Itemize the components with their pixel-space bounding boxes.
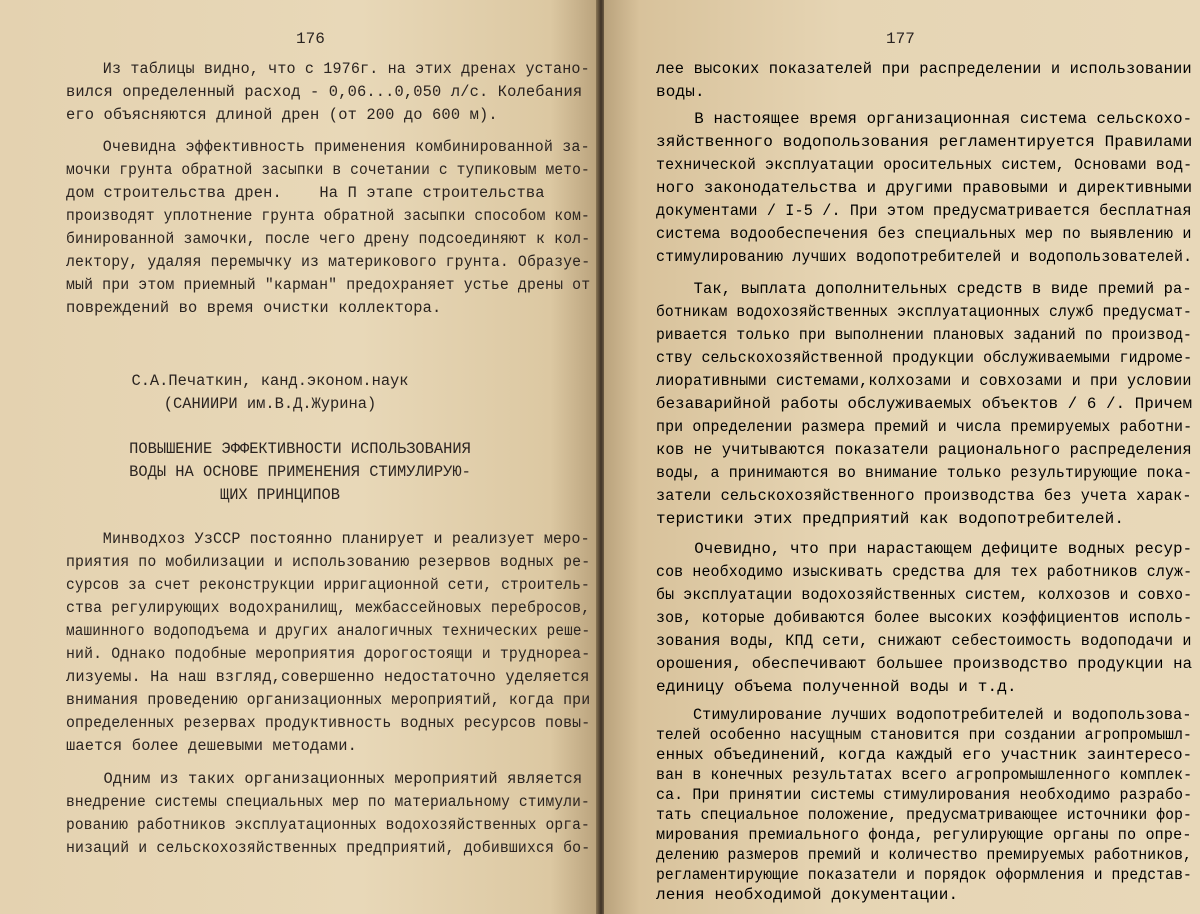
text-line: Одним из таких организационных мероприятий является bbox=[66, 770, 583, 788]
text-line: внедрение системы специальных мер по материальному стимули- bbox=[66, 793, 590, 811]
text-line: ривается только при выполнении плановых заданий по производ- bbox=[656, 326, 1192, 344]
text-line: регламентирующие показатели и порядок оформления и представ- bbox=[656, 866, 1192, 884]
text-line: определенных резервах продуктивность водных ресурсов повы- bbox=[66, 714, 591, 732]
text-line: Очевидна эффективность применения комбинированной за- bbox=[66, 138, 590, 156]
text-line: мирования премиального фонда, регулирующие органы по опре- bbox=[656, 826, 1192, 844]
page-number-right: 177 bbox=[886, 30, 915, 48]
text-line: ству сельскохозяйственной продукции обслуживаемыми гидроме- bbox=[656, 349, 1193, 367]
page-number-left: 176 bbox=[296, 30, 325, 48]
text-line: Стимулирование лучших водопотребителей и водопользова- bbox=[656, 706, 1192, 724]
text-line: мочки грунта обратной засыпки в сочетании с тупиковым мето- bbox=[66, 161, 590, 179]
text-line: лектору, удаляя перемычку из материкового грунта. Образуе- bbox=[66, 253, 591, 271]
text-line: ства регулирующих водохранилищ, межбассейновых перебросов, bbox=[66, 599, 591, 617]
text-line: система водообеспечения без специальных мер по выявлению и bbox=[656, 225, 1192, 243]
text-line: зов, которые добиваются более высоких коэффициентов исполь- bbox=[656, 609, 1193, 627]
text-line: безаварийной работы обслуживаемых объектов / 6 /. Причем bbox=[656, 395, 1193, 413]
left-page bbox=[0, 0, 598, 914]
text-line: вился определенный расход - 0,06...0,050 л/с. Колебания bbox=[66, 83, 583, 101]
text-line: В настоящее время организационная система сельскохо- bbox=[656, 110, 1193, 128]
text-line: зяйственного водопользования регламентируется Правилами bbox=[656, 133, 1193, 151]
title-line: ЩИХ ПРИНЦИПОВ bbox=[219, 486, 341, 504]
text-line: дом строительства дрен. На П этапе строительства bbox=[66, 184, 545, 202]
title-line: ПОВЫШЕНИЕ ЭФФЕКТИВНОСТИ ИСПОЛЬЗОВАНИЯ bbox=[129, 440, 471, 458]
text-line: Из таблицы видно, что с 1976г. на этих дренах устано- bbox=[66, 60, 590, 78]
text-line: воды. bbox=[656, 83, 705, 101]
text-line: Очевидно, что при нарастающем дефиците водных ресур- bbox=[656, 540, 1193, 558]
text-line: орошения, обеспечивают большее производство продукции на bbox=[656, 655, 1193, 673]
text-line: производят уплотнение грунта обратной засыпки способом ком- bbox=[66, 207, 590, 225]
text-line: Так, выплата дополнительных средств в виде премий ра- bbox=[656, 280, 1192, 298]
text-line: Минводхоз УзССР постоянно планирует и реализует меро- bbox=[66, 530, 590, 548]
text-line: затели сельскохозяйственного производства без учета харак- bbox=[656, 487, 1192, 505]
text-line: ков не учитываются показатели рационального распределения bbox=[656, 441, 1192, 459]
text-line: делению размеров премий и количество премируемых работников, bbox=[656, 846, 1192, 864]
text-line: телей особенно насущным становится при создании агропромышл- bbox=[656, 726, 1192, 744]
text-line: технической эксплуатации оросительных систем, Основами вод- bbox=[656, 156, 1193, 174]
author-name: С.А.Печаткин, канд.эконом.наук bbox=[131, 372, 409, 390]
text-line: лиоративными системами,колхозами и совхозами и при условии bbox=[656, 372, 1192, 390]
text-line: ления необходимой документации. bbox=[656, 886, 959, 904]
text-line: ван в конечных результатах всего агропромышленного комплек- bbox=[656, 766, 1193, 784]
text-line: приятия по мобилизации и использованию резервов водных ре- bbox=[66, 553, 591, 571]
text-line: лее высоких показателей при распределении и использовании bbox=[656, 60, 1192, 78]
title-line: ВОДЫ НА ОСНОВЕ ПРИМЕНЕНИЯ СТИМУЛИРУЮ- bbox=[129, 463, 471, 481]
text-line: лизуемы. На наш взгляд,совершенно недостаточно уделяется bbox=[66, 668, 590, 686]
text-line: са. При принятии системы стимулирования необходимо разрабо- bbox=[656, 786, 1193, 804]
text-line: ний. Однако подобные мероприятия дорогостоящи и труднореа- bbox=[66, 645, 591, 663]
text-line: низаций и сельскохозяйственных предприятий, добившихся бо- bbox=[66, 839, 591, 857]
text-line: документами / I-5 /. При этом предусматривается бесплатная bbox=[656, 202, 1192, 220]
text-line: при определении размера премий и числа премируемых работни- bbox=[656, 418, 1193, 436]
text-line: теристики этих предприятий как водопотребителей. bbox=[656, 510, 1125, 528]
text-line: енных объединений, когда каждый его участник заинтересо- bbox=[656, 746, 1193, 764]
text-line: внимания проведению организационных мероприятий, когда при bbox=[66, 691, 591, 709]
text-line: воды, а принимаются во внимание только результирующие пока- bbox=[656, 464, 1193, 482]
text-line: сурсов за счет реконструкции ирригационной сети, строитель- bbox=[66, 576, 590, 594]
author-affiliation: (САНИИРИ им.В.Д.Журина) bbox=[163, 395, 377, 413]
text-line: шается более дешевыми методами. bbox=[66, 737, 357, 755]
text-line: мый при этом приемный "карман" предохраняет устье дрены от bbox=[66, 276, 591, 294]
text-line: тать специальное положение, предусматривающее источники фор- bbox=[656, 806, 1192, 824]
text-line: стимулированию лучших водопотребителей и водопользователей. bbox=[656, 248, 1193, 266]
text-line: бы эксплуатации водохозяйственных систем, колхозов и совхо- bbox=[656, 586, 1193, 604]
text-line: зования воды, КПД сети, снижают себестоимость водоподачи и bbox=[656, 632, 1192, 650]
text-line: машинного водоподъема и других аналогичных технических реше- bbox=[66, 622, 591, 640]
text-line: сов необходимо изыскивать средства для тех работников служ- bbox=[656, 563, 1193, 581]
text-line: повреждений во время очистки коллектора. bbox=[66, 299, 442, 317]
text-line: ботникам водохозяйственных эксплуатационных служб предусмат- bbox=[656, 303, 1192, 321]
text-line: ного законодательства и другими правовыми и директивными bbox=[656, 179, 1193, 197]
text-line: единицу объема полученной воды и т.д. bbox=[656, 678, 1017, 696]
text-line: бинированной замочки, после чего дрену подсоединяют к кол- bbox=[66, 230, 591, 248]
text-line: его объясняются длиной дрен (от 200 до 600 м). bbox=[66, 106, 498, 124]
text-line: рованию работников эксплуатационных водохозяйственных орга- bbox=[66, 816, 590, 834]
